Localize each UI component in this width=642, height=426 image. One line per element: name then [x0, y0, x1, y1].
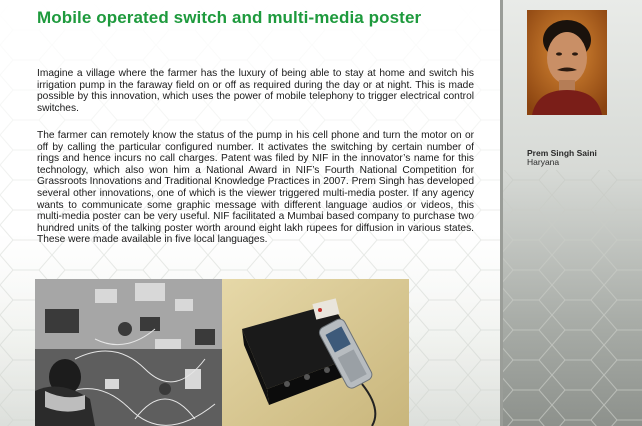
- innovator-location: Haryana: [527, 157, 560, 167]
- article-title: Mobile operated switch and multi-media poster: [37, 8, 422, 27]
- innovator-name: Prem Singh Saini: [527, 148, 597, 158]
- article-paragraph-intro: Imagine a village where the farmer has the luxury of being able to stay at home and switch his irrigation pump in the faraway field on or off as required during the day or at night. This is made possible by this innovation, which uses the power of mobile telephony to trigger electrical control switches.: [37, 68, 474, 114]
- sidebar-divider: [500, 0, 503, 426]
- innovator-workshop-photo: [35, 279, 222, 426]
- innovator-portrait: [527, 10, 607, 115]
- mobile-switch-device-photo: [222, 279, 409, 426]
- article-paragraph-details: The farmer can remotely know the status of the pump in his cell phone and turn the motor on or off by calling the particular configured number. It activates the switching by certain number of rings and hence incurs no call charges. Patent was filed by NIF in the innovator’s name for this technology, which also won him a National Award in NIF’s Fourth National Competition for Grassroots Innovations and Traditional Knowledge Practices in 2007. Prem Singh has developed several other innovations, one of which is the viewer triggered multi-media poster. If any agency wants to communicate some graphic message with different language audios or videos, this multi-media poster can be very useful. NIF facilitated a Mumbai based company to purchase two hundred units of the talking poster worth around eight lakh rupees for diffusion in various states. These were made available in five local languages.: [37, 130, 474, 246]
